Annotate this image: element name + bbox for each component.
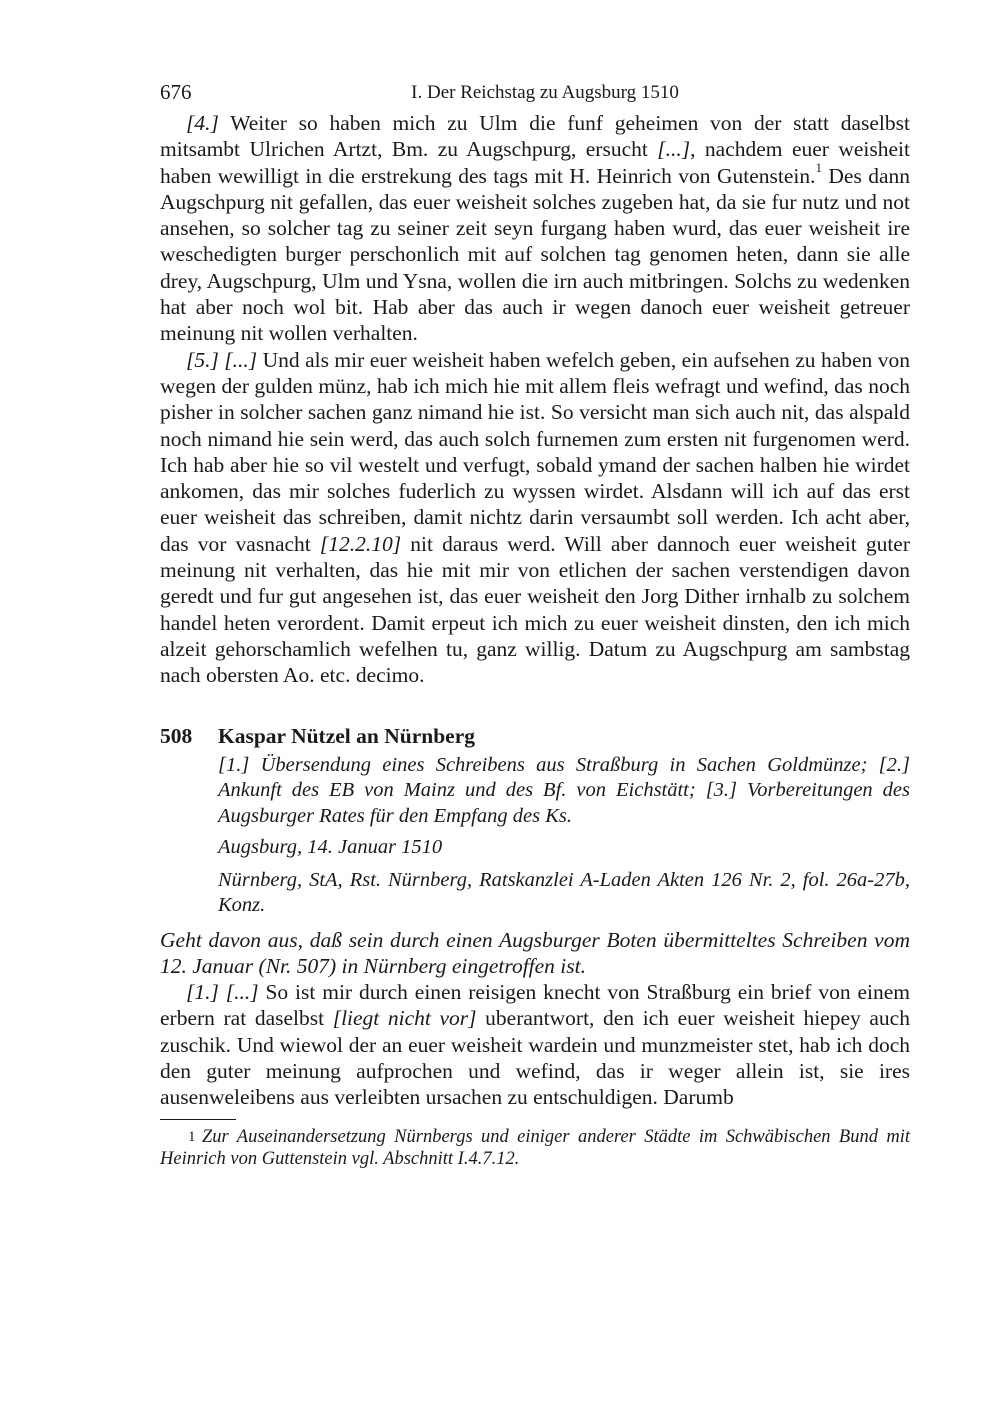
footnote-divider: [160, 1119, 236, 1120]
document-title: [160, 723, 910, 749]
paragraph-1: [160, 979, 910, 1110]
ellipsis-marker: [...]: [657, 137, 691, 162]
page-number: 676: [160, 80, 192, 104]
paragraph-text: Des dann Augschpurg nit gefallen, das euer weisheit solches zugeben hat, da sie fur nutz und not ansehen, so solcher tag zu seiner zeit seyn furgang haben wurd, das euer weisheit ire weschedigten burger perschonlich mit auf solchen tag genomen heten, dann sie alle drey, Augschpurg, Ulm und Ysna, wollen die irn auch mitbringen. Solchs zu wedenken hat aber noch wol bit. Hab aber das auch ir wegen danoch euer weisheit getreuer meinung nit wollen verhalten.: [160, 163, 911, 346]
paragraph-text: Und als mir euer weisheit haben wefelch geben, ein aufsehen zu haben von wegen der gulden münz, hab ich mich hie mit allem fleis wefragt und wefind, das noch pisher in solcher sachen ganz nimand hie ist. So versicht man sich auch nit, das alspald noch nimand hie sein werd, das auch solch furnemen zum ersten nit furgenomen werd. Ich hab aber hie so vil westelt und verfugt, sobald ymand der sachen halben hie wirdet ankomen, das mir solches fuderlich zu wyssen wirdet. Alsdann will ich auf das erst euer weisheit das schreiben, damit nichtz darin versaumbt soll werden. Ich acht aber, das vor vasnacht: [160, 347, 911, 556]
running-title: I. Der Reichstag zu Augsburg 1510: [411, 82, 679, 103]
page-header: [160, 76, 910, 110]
place-date: Augsburg, 14. Januar 1510: [218, 836, 443, 859]
document-number: 508: [160, 723, 193, 748]
paragraph-text: Weiter so haben mich zu Ulm die funf geheimen von der statt daselbst mitsambt Ulrichen Artzt, Bm. zu Augschpurg, ersucht: [160, 111, 910, 162]
document-page: [160, 76, 910, 1171]
paragraph-text: nit daraus werd. Will aber dannoch euer weisheit guter meinung nit verhalten, das hie mit mir von etlichen der sachen verstendigen davon geredt und fur gut angesehen ist, das euer weisheit den Jorg Dither irnhalb zu solchem handel heten verordent. Damit erpeut ich mich zu euer weisheit dinsten, den ich mich alzeit gehorschamlich wefelhen tu, ganz willig. Datum zu Augschpurg am sambstag nach obersten Ao. etc. decimo.: [160, 531, 910, 688]
paragraph-marker: [5.] [...]: [186, 347, 258, 372]
editorial-intro: Geht davon aus, daß sein durch einen Augsburger Boten übermitteltes Schreiben vom 12. Januar (Nr. 507) in Nürnberg eingetroffen ist.: [160, 927, 910, 978]
footnote-text: Zur Auseinandersetzung Nürnbergs und einiger anderer Städte im Schwäbischen Bund mit Heinrich von Guttenstein vgl. Abschnitt I.4.7.12.: [160, 1126, 910, 1170]
source-citation: Nürnberg, StA, Rst. Nürnberg, Ratskanzlei A-Laden Akten 126 Nr. 2, fol. 26a-27b, Konz.: [218, 868, 910, 917]
paragraph-marker: [1.] [...]: [186, 980, 259, 1005]
paragraph-text: , nachdem euer weisheit haben wewilligt in die erstrekung des tags mit H. Heinrich von Gutenstein.: [160, 137, 911, 188]
editorial-note: [liegt nicht vor]: [332, 1006, 477, 1031]
footnote-number: 1: [188, 1128, 196, 1145]
document-heading: [160, 723, 910, 919]
paragraph-4: [160, 110, 910, 347]
paragraph-5: [160, 347, 910, 689]
paragraph-text: So ist mir durch einen reisigen knecht von Straßburg ein brief von einem erbern rat daselbst: [160, 980, 910, 1031]
paragraph-text: uberantwort, den ich euer weisheit hiepey auch zuschik. Und wiewol der an euer weisheit wardein und munzmeister stet, hab ich doch den guter meinung aufprochen und wefind, das ir weger allein ist, sie ires ausenweleibens aus verleibten ursachen zu entschuldigen. Darumb: [160, 1006, 910, 1110]
regest: [1.] Übersendung eines Schreibens aus Straßburg in Sachen Goldmünze; [2.] Ankunft des EB von Mainz und des Bf. von Eichstätt; [3.] Vorbereitungen des Augsburger Rates für den Empfang des Ks.: [218, 753, 910, 827]
date-annotation: [12.2.10]: [319, 531, 402, 556]
footnote-reference: 1: [815, 160, 822, 176]
footnote: [160, 1126, 910, 1171]
document-title-text: Kaspar Nützel an Nürnberg: [218, 723, 476, 748]
paragraph-marker: [4.]: [186, 111, 219, 135]
